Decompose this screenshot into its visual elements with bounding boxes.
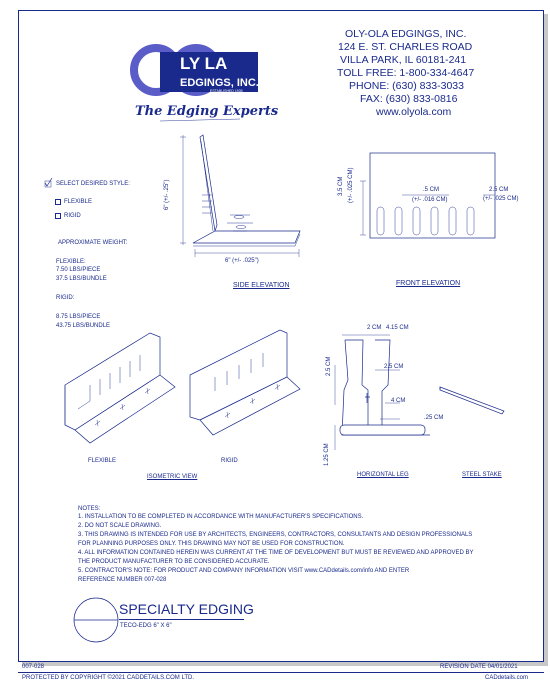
tagline-swoosh-icon <box>160 118 240 124</box>
logo-sub-text: EDGINGS, INC. <box>180 77 259 89</box>
leg-dim-4: 2.5 CM <box>326 356 332 376</box>
company-address-1: 124 E. ST. CHARLES ROAD <box>338 41 473 53</box>
style-select-heading: SELECT DESIRED STYLE: <box>56 181 130 187</box>
horizontal-leg-caption: HORIZONTAL LEG <box>357 472 409 478</box>
footer-revision: REVISION DATE 04/01/2021 <box>440 664 518 670</box>
leg-dim-6: .25 CM <box>424 415 444 421</box>
isometric-flexible-drawing <box>60 325 180 450</box>
side-elevation-width-dim: 6" (+/- .025") <box>225 258 259 264</box>
leg-dim-3: 2.5 CM <box>384 364 404 370</box>
leg-dim-5: 4 CM <box>391 398 406 404</box>
note-5: 5. CONTRACTOR'S NOTE: FOR PRODUCT AND COMPANY INFORMATION VISIT www.CADdetails.com/info AND ENTER <box>78 568 410 574</box>
flexible-option-label: FLEXIBLE <box>64 199 93 205</box>
isometric-rigid-drawing <box>185 325 305 450</box>
footer-divider <box>18 672 544 673</box>
weight-flexible-piece: 7.50 LBS/PIECE <box>56 267 101 273</box>
company-name: OLY-OLA EDGINGS, INC. <box>345 28 467 40</box>
side-elevation-height-dim: 6" (+/- .25") <box>164 179 170 210</box>
side-elevation-drawing <box>175 135 315 265</box>
rigid-option-label: RIGID <box>64 213 81 219</box>
note-4: 4. ALL INFORMATION CONTAINED HEREIN WAS CURRENT AT THE TIME OF DEVELOPMENT BUT MUST BE REVIEWED AND APPROVED BY <box>78 550 474 556</box>
company-phone: PHONE: (630) 833-3033 <box>349 80 464 92</box>
leg-dim-7: 1.25 CM <box>324 443 330 466</box>
side-elevation-caption: SIDE ELEVATION <box>233 282 290 289</box>
note-3b: FOR PLANNING PURPOSES ONLY. THIS DRAWING MAY NOT BE USED FOR CONSTRUCTION. <box>78 541 345 547</box>
steel-stake-caption: STEEL STAKE <box>462 472 502 478</box>
isometric-flexible-caption: FLEXIBLE <box>88 458 117 464</box>
leg-dim-2: 4.15 CM <box>386 325 409 331</box>
title-circle-icon <box>72 596 120 644</box>
horizontal-leg-drawing <box>330 325 430 455</box>
steel-stake-icon <box>438 385 508 415</box>
front-spacing-dim: .5 CM <box>423 187 440 193</box>
footer-site[interactable]: CADdetails.com <box>485 675 529 681</box>
leg-dim-1: 2 CM <box>367 325 382 331</box>
weight-rigid-label: RIGID: <box>56 295 75 301</box>
front-height-tol: (+/- .025 CM) <box>348 167 354 203</box>
company-fax: FAX: (630) 833-0816 <box>360 93 458 105</box>
front-elevation-drawing <box>355 145 505 245</box>
logo-est-text: ESTABLISHED 1939 <box>210 89 243 93</box>
weight-rigid-piece: 8.75 LBS/PIECE <box>56 314 101 320</box>
rigid-checkbox[interactable] <box>55 213 61 219</box>
note-3: 3. THIS DRAWING IS INTENDED FOR USE BY ARCHITECTS, ENGINEERS, CONTRACTORS, CONSULTANTS AND DESIGN PROFESSIONALS <box>78 532 473 538</box>
front-spacing-tol: (+/- .016 CM) <box>412 197 448 203</box>
isometric-caption: ISOMETRIC VIEW <box>147 474 198 480</box>
weight-flexible-label: FLEXIBLE: <box>56 259 86 265</box>
logo-tagline: The Edging Experts <box>135 104 279 119</box>
company-website: www.olyola.com <box>376 106 452 118</box>
isometric-rigid-caption: RIGID <box>221 458 238 464</box>
footer-copyright: PROTECTED BY COPYRIGHT ©2021 CADDETAILS.COM LTD. <box>22 675 195 681</box>
company-address-2: VILLA PARK, IL 60181-241 <box>340 54 467 66</box>
flexible-checkbox[interactable] <box>55 199 61 205</box>
note-5b: REFERENCE NUMBER 007-028 <box>78 577 167 583</box>
sheet-shadow-right <box>544 14 548 666</box>
title-block-subtitle: TECO-EDG 6" X 6" <box>120 623 172 629</box>
note-4b: THE PRODUCT MANUFACTURER TO BE CONSIDERED ACCURATE. <box>78 559 270 565</box>
company-tollfree: TOLL FREE: 1-800-334-4647 <box>337 67 475 79</box>
checkmark-icon <box>44 178 54 188</box>
weight-flexible-bundle: 37.5 LBS/BUNDLE <box>56 276 107 282</box>
title-block-title: SPECIALTY EDGING <box>119 601 254 617</box>
note-1: 1. INSTALLATION TO BE COMPLETED IN ACCORDANCE WITH MANUFACTURER'S SPECIFICATIONS. <box>78 514 364 520</box>
front-elevation-caption: FRONT ELEVATION <box>396 280 461 287</box>
title-underline <box>119 619 244 620</box>
weight-heading: APPROXIMATE WEIGHT: <box>58 240 128 246</box>
note-2: 2. DO NOT SCALE DRAWING. <box>78 523 162 529</box>
front-height-dim: 3.5 CM <box>338 176 344 196</box>
oly-ola-logo-icon <box>130 36 260 108</box>
front-end-dim: 2.5 CM <box>489 187 509 193</box>
front-end-tol: (+/- .025 CM) <box>483 196 519 202</box>
weight-rigid-bundle: 43.75 LBS/BUNDLE <box>56 323 111 329</box>
footer-ref: 007-028 <box>22 664 45 670</box>
logo-rings-text: LY LA <box>180 54 228 73</box>
notes-heading: NOTES: <box>78 506 101 512</box>
